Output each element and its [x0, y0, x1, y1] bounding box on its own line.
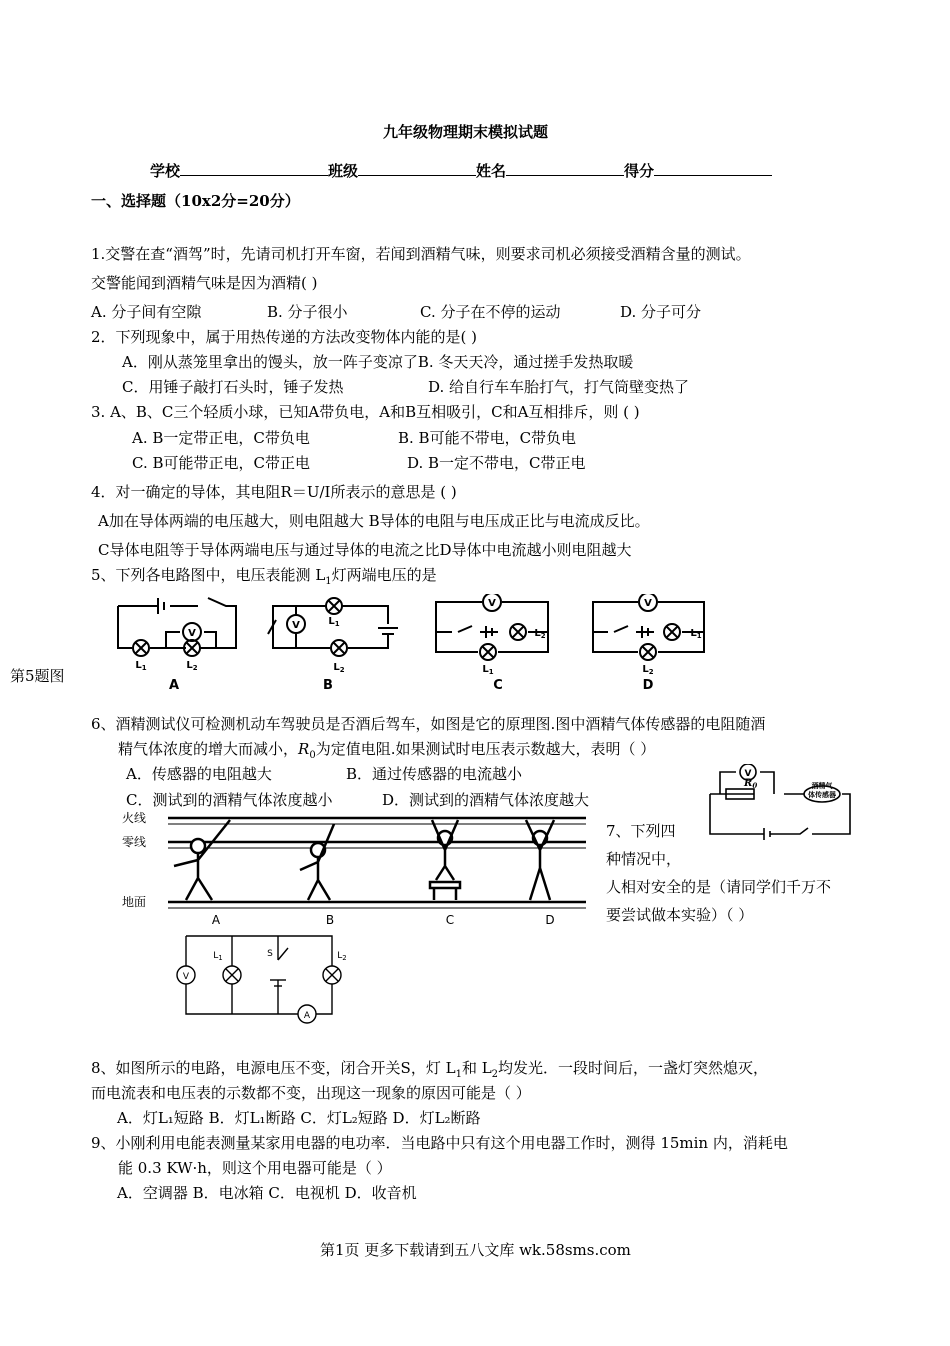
- q4-options-cd: C导体电阻等于导体两端电压与通过导体的电流之比D导体中电流越小则电阻越大: [98, 541, 632, 559]
- page-title: 九年级物理期末模拟试题: [383, 123, 549, 141]
- header-fields: [150, 160, 772, 180]
- c5c-v-label: V: [488, 598, 496, 609]
- q6-option-d: D．测试到的酒精气体浓度越大: [382, 791, 590, 809]
- q3-option-a: A. B一定带正电，C带负电: [132, 429, 310, 447]
- school-blank[interactable]: [180, 160, 328, 176]
- q1-line2: 交警能闻到酒精气味是因为酒精( ): [91, 274, 318, 292]
- c5a-l1-label: $L_1$: [135, 660, 147, 672]
- live-wire-label: 火线: [122, 811, 147, 825]
- q7-line4: 要尝试做本实验）（ ）: [606, 906, 754, 924]
- circuit-b: [268, 598, 398, 656]
- q6-option-b: B．通过传感器的电流越小: [346, 765, 523, 783]
- q5-stem: 5、下列各电路图中，电压表能测 $L_1$灯两端电压的是: [91, 566, 437, 587]
- q6-line2-a: 精气体浓度的增大而减小，: [118, 740, 299, 758]
- q6-line1: 6、酒精测试仪可检测机动车驾驶员是否酒后驾车，如图是它的原理图.图中酒精气体传感器的电阻随酒: [91, 715, 766, 733]
- q6-line2-b: 为定值电阻.如果测试时电压表示数越大，表明（ ）: [315, 740, 656, 758]
- c5-option-a: A: [168, 678, 180, 693]
- name-blank[interactable]: [506, 160, 624, 176]
- school-label: 学校: [150, 162, 181, 180]
- q6-circuit-figure: [704, 764, 856, 840]
- q6-r0-label: $R_0$: [744, 778, 758, 790]
- q7-option-c: C: [445, 913, 455, 927]
- q8-line1-a: 8、如图所示的电路，电源电压不变，闭合开关S，灯 L: [91, 1059, 456, 1077]
- q1-option-b: B. 分子很小: [267, 303, 348, 321]
- q6-option-c: C．测试到的酒精气体浓度越小: [126, 791, 333, 809]
- class-label: 班级: [328, 162, 359, 180]
- c5a-l2-label: $L_2$: [186, 660, 198, 672]
- q9-options: A．空调器 B．电冰箱 C．电视机 D．收音机: [117, 1184, 417, 1202]
- name-label: 姓名: [476, 162, 507, 180]
- q7-line2: 种情况中，: [606, 850, 682, 868]
- q4-options-ab: A加在导体两端的电压越大，则电阻越大 B导体的电阻与电压成正比与电流成反比。: [98, 512, 650, 530]
- circuit-a: [118, 598, 236, 656]
- page-footer: 第1页 更多下载请到五八文库 wk.58sms.com: [320, 1241, 631, 1259]
- ground-label: 地面: [122, 895, 147, 909]
- q7-option-a: A: [211, 913, 221, 927]
- q5-caption: 第5题图: [10, 667, 65, 685]
- q5-stem-a: 5、下列各电路图中，电压表能测 L: [91, 566, 326, 584]
- person-c: [430, 820, 460, 900]
- people: [174, 820, 554, 900]
- q6-sensor-label: 酒精气: [811, 782, 833, 790]
- q6-option-a: A．传感器的电阻越大: [126, 765, 272, 783]
- c5b-l2-label: $L_2$: [333, 662, 345, 674]
- q1-option-a: A. 分子间有空隙: [91, 303, 202, 321]
- q3-option-d: D. B一定不带电，C带正电: [407, 454, 586, 472]
- q1-option-d: D. 分子可分: [620, 303, 702, 321]
- q8-options: A．灯L₁短路 B．灯L₁断路 C．灯L₂短路 D．灯L₂断路: [117, 1109, 481, 1127]
- q3-option-b: B. B可能不带电，C带负电: [398, 429, 577, 447]
- q2-stem: 2．下列现象中，属于用热传递的方法改变物体内能的是( ): [91, 328, 478, 346]
- c5d-l2-label: $L_2$: [642, 664, 654, 676]
- q8-line1-b: 和 L: [461, 1059, 492, 1077]
- score-blank[interactable]: [654, 160, 772, 176]
- c5b-l1-label: $L_1$: [328, 616, 340, 628]
- c5d-v-label: V: [644, 598, 652, 609]
- q8-line1-c: 均发光．一段时间后，一盏灯突然熄灭，: [498, 1059, 769, 1077]
- q5-circuits-figure: [108, 594, 718, 694]
- q3-option-c: C. B可能带正电，C带正电: [132, 454, 310, 472]
- q8-s-label: S: [267, 949, 273, 959]
- q6-line2: 精气体浓度的增大而减小，$R_0$为定值电阻.如果测试时电压表示数越大，表明（ ）: [118, 740, 656, 761]
- q9-line1: 9、小刚利用电能表测量某家用电器的电功率．当电路中只有这个用电器工作时，测得 15min 内，消耗电: [91, 1134, 788, 1152]
- q8-a-label: A: [303, 1011, 311, 1021]
- score-label: 得分: [624, 162, 655, 180]
- q2-options-ab: A．刚从蒸笼里拿出的馒头，放一阵子变凉了B. 冬天天冷，通过搓手发热取暖: [122, 353, 634, 371]
- q2-option-d: D. 给自行车车胎打气，打气筒壁变热了: [428, 378, 690, 396]
- q5-stem-b: 灯两端电压的是: [331, 566, 437, 584]
- q8-v-label: V: [182, 972, 190, 982]
- c5c-l2-label: $L_2$: [534, 628, 546, 640]
- q8-line1: 8、如图所示的电路，电源电压不变，闭合开关S，灯 $L_1$和 $L_2$均发光．一段时间后，一盏灯突然熄灭，: [91, 1059, 769, 1080]
- q7-wires-figure: [120, 808, 590, 928]
- q1-line1: 1.交警在查“酒驾”时，先请司机打开车窗，若闻到酒精气味，则要求司机必须接受酒精含量的测试。: [91, 245, 751, 263]
- q8-l1-label: $L_1$: [213, 951, 223, 962]
- q6-v-label: V: [744, 769, 752, 779]
- q7-option-b: B: [325, 913, 335, 927]
- c5-option-c: C: [493, 678, 503, 693]
- q8-l2-label: $L_2$: [337, 951, 347, 962]
- class-blank[interactable]: [358, 160, 476, 176]
- section-heading: 一、选择题（10x2分=20分）: [91, 192, 300, 210]
- c5c-l1-label: $L_1$: [482, 664, 494, 676]
- q2-option-c: C．用锤子敲打石头时，锤子发热: [122, 378, 344, 396]
- q1-option-c: C. 分子在不停的运动: [420, 303, 561, 321]
- q3-stem: 3. A、B、C三个轻质小球，已知A带负电，A和B互相吸引，C和A互相排斥，则 ( ): [91, 403, 640, 421]
- q9-line2: 能 0.3 KW·h，则这个用电器可能是（ ）: [118, 1159, 392, 1177]
- q8-line2: 而电流表和电压表的示数都不变，出现这一现象的原因可能是（ ）: [91, 1084, 531, 1102]
- c5d-l1-label: $L_1$: [690, 628, 702, 640]
- q7-option-d: D: [545, 913, 555, 927]
- neutral-wire-label: 零线: [122, 835, 147, 849]
- q7-line1: 7、下列四: [606, 822, 676, 840]
- q4-stem: 4．对一确定的导体，其电阻R＝U/I所表示的意思是 ( ): [91, 483, 457, 501]
- c5a-v-label: V: [188, 628, 196, 639]
- q8-circuit-figure: [174, 930, 354, 1026]
- q6-sensor-label-2: 体传感器: [808, 791, 836, 799]
- c5-option-d: D: [642, 678, 654, 693]
- c5-option-b: B: [323, 678, 333, 693]
- person-a: [174, 820, 230, 900]
- person-b: [300, 824, 334, 900]
- c5b-v-label: V: [292, 620, 300, 631]
- person-d: [526, 820, 554, 900]
- q7-line3: 人相对安全的是（请同学们千万不: [606, 878, 832, 896]
